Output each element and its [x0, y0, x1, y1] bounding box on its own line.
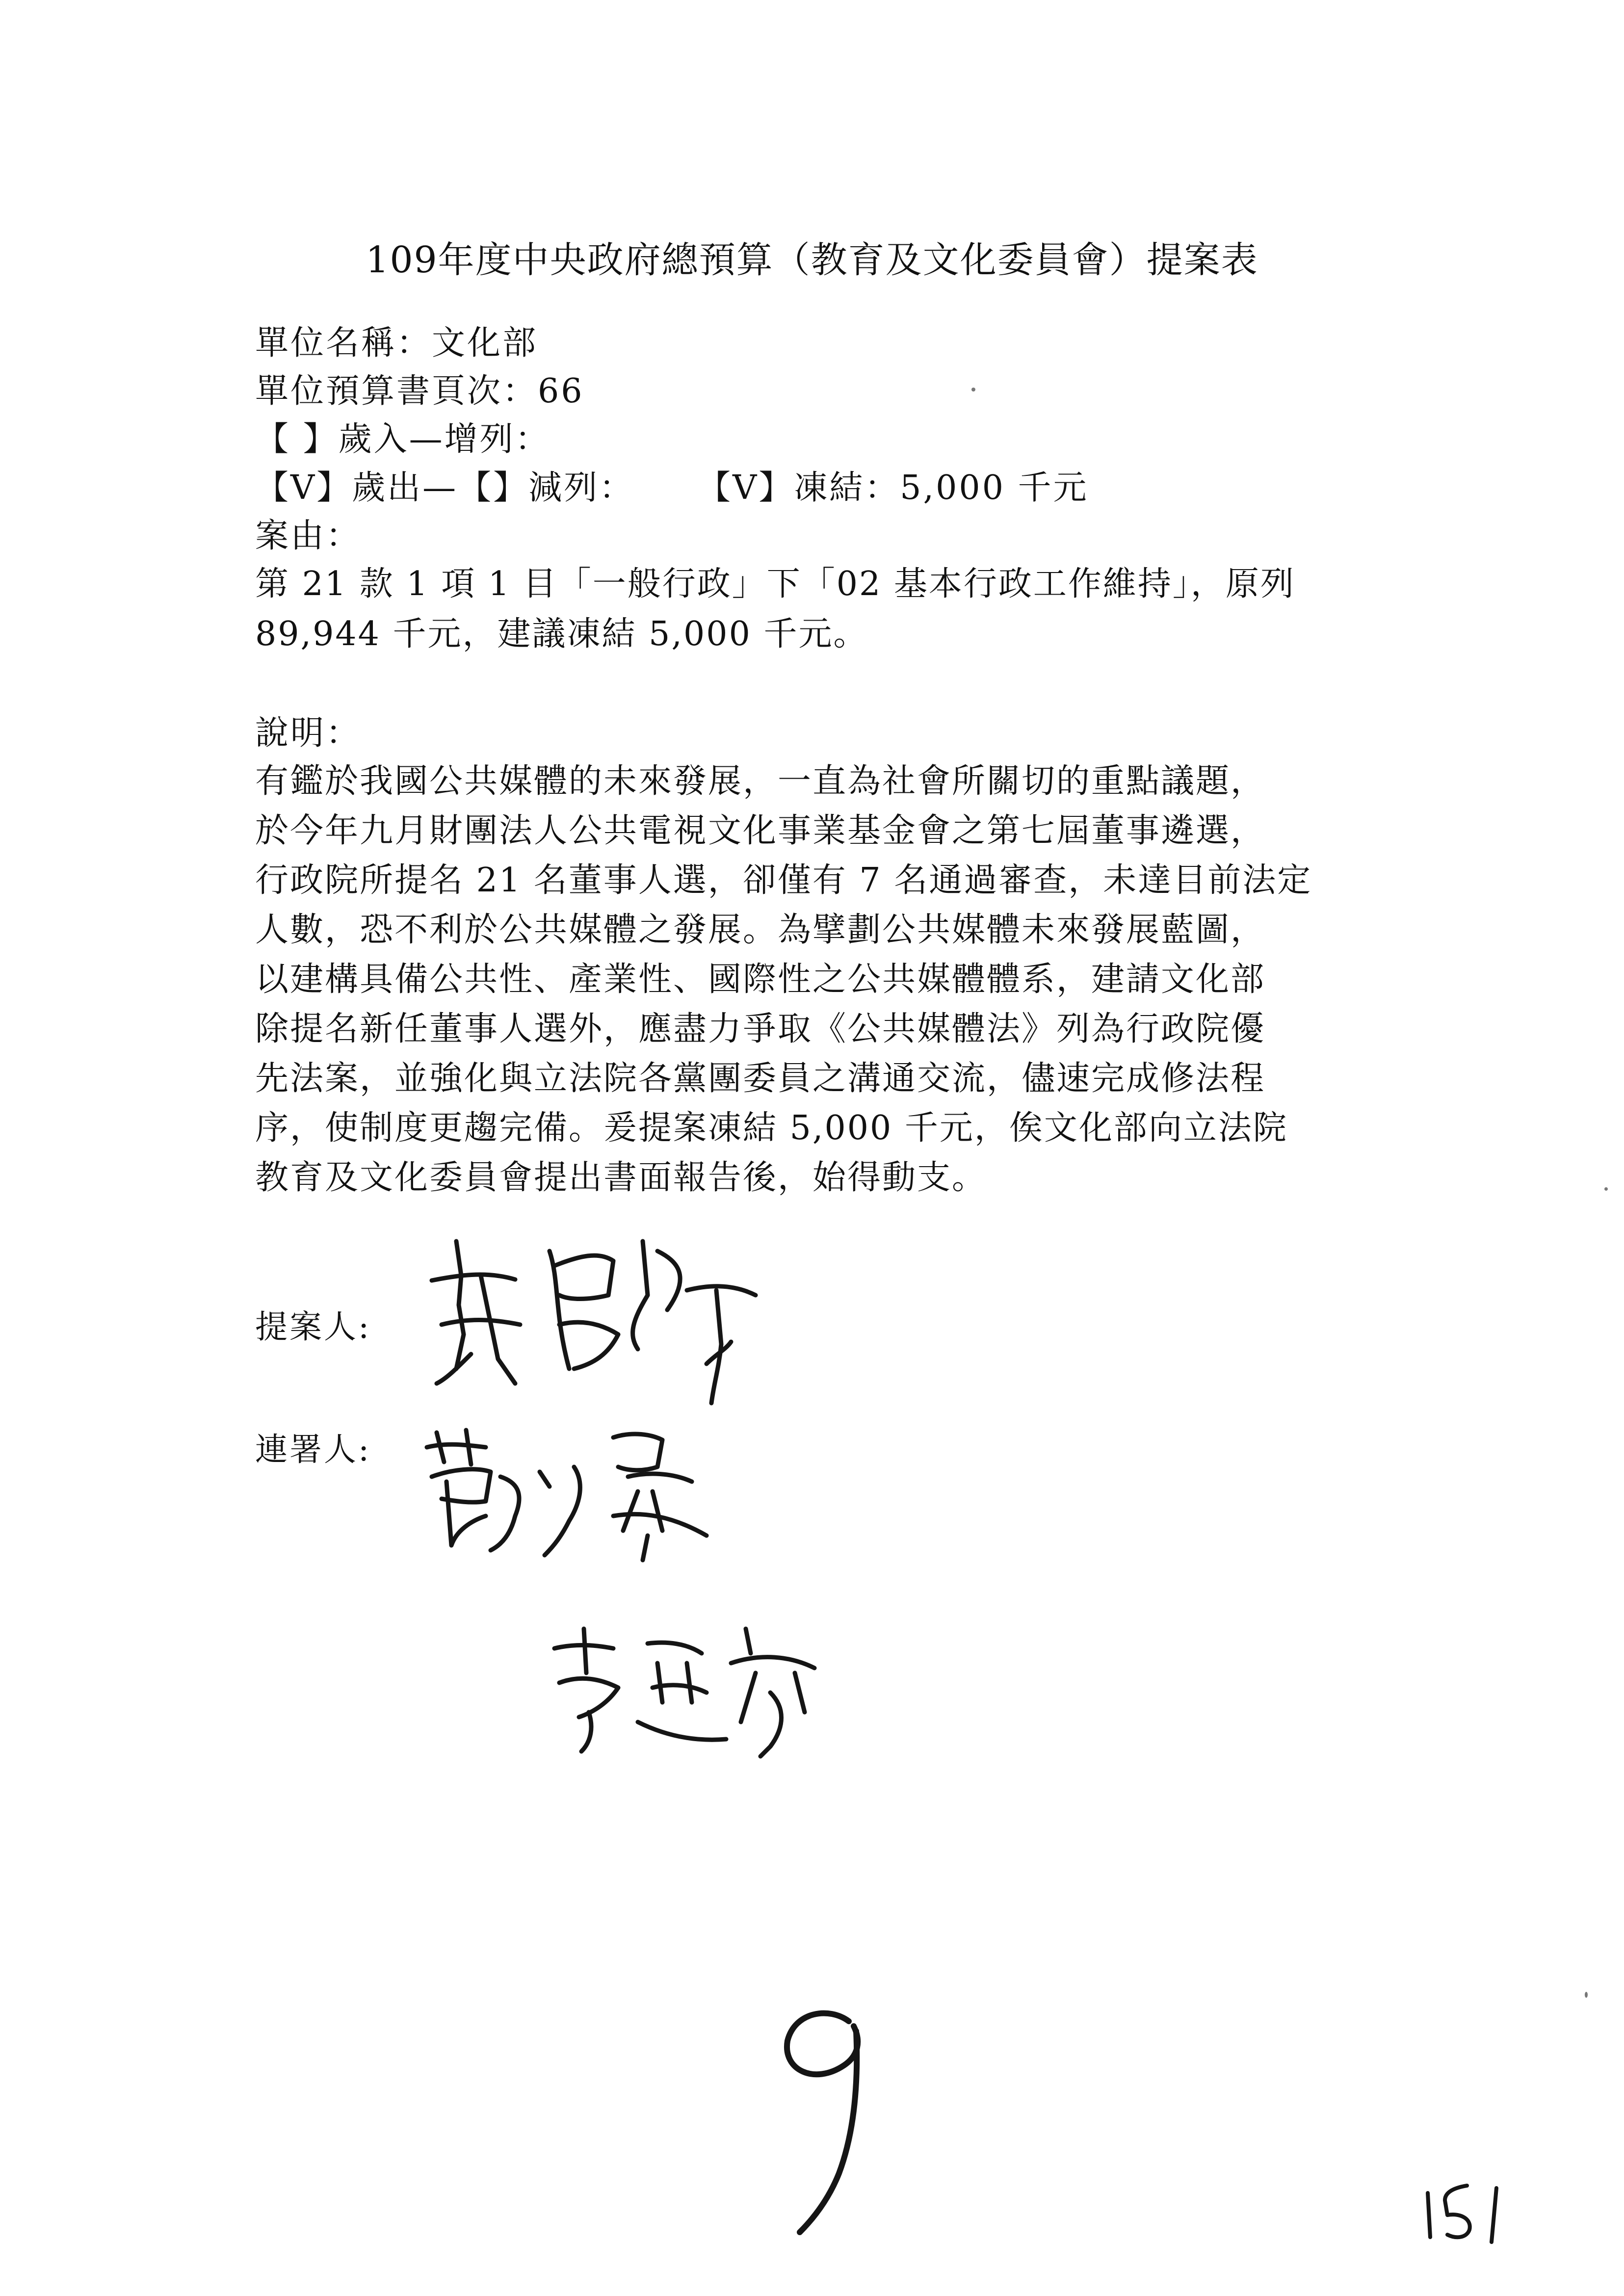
explanation-line: 以建構具備公共性、產業性、國際性之公共媒體體系，建請文化部 — [255, 960, 1266, 999]
scan-speck — [1604, 1187, 1608, 1191]
explanation-line: 有鑑於我國公共媒體的未來發展，一直為社會所關切的重點議題， — [255, 762, 1266, 801]
cosigner-label: 連署人: — [255, 1431, 371, 1468]
cosigner-signature — [417, 1418, 721, 1565]
proposer-signature — [412, 1222, 775, 1408]
explanation-line: 先法案，並強化與立法院各黨團委員之溝通交流，儘速完成修法程 — [255, 1059, 1266, 1098]
explanation-line: 於今年九月財團法人公共電視文化事業基金會之第七屆董事遴選， — [255, 811, 1266, 850]
cosigner-signature — [540, 1614, 844, 1761]
reason-line: 第 21 款 1 項 1 目「一般行政」下「02 基本行政工作維持」，原列 — [255, 565, 1295, 603]
scan-speck — [971, 388, 975, 391]
handwritten-page-number — [1418, 2178, 1516, 2247]
explanation-line: 教育及文化委員會提出書面報告後，始得動支。 — [255, 1158, 987, 1197]
reason-line: 89,944 千元，建議凍結 5,000 千元。 — [255, 615, 868, 653]
explanation-line: 除提名新任董事人選外，應盡力爭取《公共媒體法》列為行政院優 — [255, 1010, 1266, 1048]
explanation-label: 說明： — [255, 714, 362, 753]
budget-page-number: 單位預算書頁次：66 — [255, 372, 584, 411]
explanation-line: 序，使制度更趨完備。爰提案凍結 5,000 千元，俟文化部向立法院 — [255, 1109, 1288, 1148]
handwritten-item-number — [760, 1987, 888, 2242]
unit-name: 單位名稱：文化部 — [255, 324, 538, 363]
revenue-increase-line: 【 】歲入—增列： — [255, 420, 550, 459]
explanation-line: 行政院所提名 21 名董事人選，卻僅有 7 名通過審查，未達目前法定 — [255, 861, 1312, 900]
explanation-line: 人數，恐不利於公共媒體之發展。為擘劃公共媒體未來發展藍圖， — [255, 911, 1266, 949]
document-title: 109年度中央政府總預算（教育及文化委員會）提案表 — [366, 239, 1258, 281]
reason-label: 案由： — [255, 517, 362, 555]
scan-speck — [1585, 1992, 1588, 1998]
proposer-label: 提案人: — [255, 1308, 371, 1346]
expenditure-freeze-line: 【V】歲出—【】減列： 【V】凍結：5,000 千元 — [255, 469, 1089, 507]
